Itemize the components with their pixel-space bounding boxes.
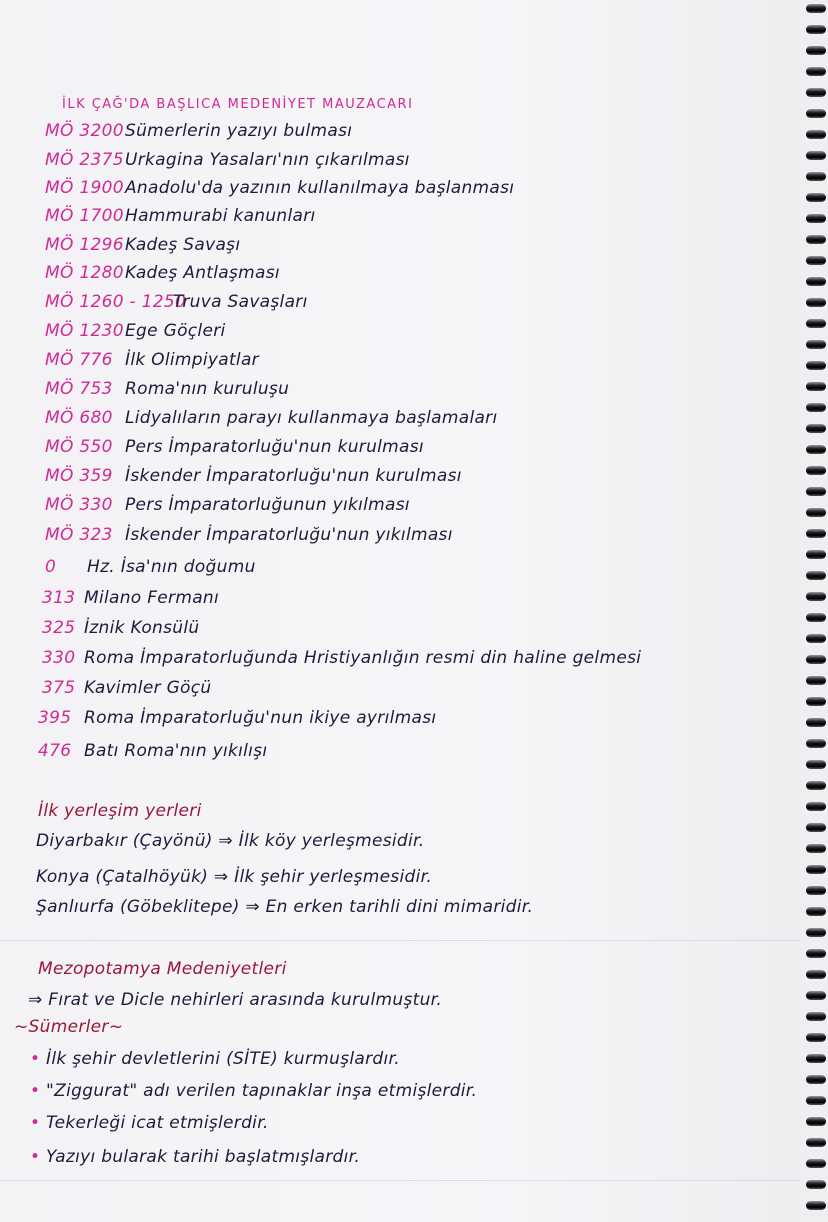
binding-ring — [806, 823, 826, 832]
binding-ring — [806, 172, 826, 181]
timeline-year: MÖ 330 — [45, 495, 113, 515]
binding-ring — [806, 697, 826, 706]
timeline-event: Pers İmparatorluğunun yıkılması — [125, 495, 410, 515]
timeline-row — [45, 556, 256, 578]
sumerians-heading: ~Sümerler~ — [14, 1017, 124, 1037]
timeline-year: MÖ 1260 - 1250 — [45, 292, 187, 312]
binding-ring — [806, 25, 826, 34]
timeline-year: MÖ 776 — [45, 350, 113, 370]
timeline-event: Urkagina Yasaları'nın çıkarılması — [125, 150, 410, 170]
timeline-event: Hz. İsa'nın doğumu — [87, 557, 256, 577]
timeline-row — [45, 494, 410, 516]
timeline-year: MÖ 1700 — [45, 206, 124, 226]
timeline-row — [42, 587, 219, 609]
binding-ring — [806, 235, 826, 244]
timeline-row — [45, 262, 280, 284]
timeline-event: Kavimler Göçü — [84, 678, 212, 698]
timeline-event: Pers İmparatorluğu'nun kurulması — [125, 437, 424, 457]
binding-ring — [806, 214, 826, 223]
ruled-line — [0, 1180, 800, 1181]
timeline-event: İznik Konsülü — [84, 618, 200, 638]
settlement-item: Şanlıurfa (Göbeklitepe) ⇒ En erken tarihli dini mimaridir. — [36, 897, 534, 917]
timeline-event: Kadeş Antlaşması — [125, 263, 280, 283]
timeline-year: MÖ 1900 — [45, 178, 124, 198]
timeline-row — [45, 234, 240, 256]
timeline-row — [45, 524, 453, 546]
binding-ring — [806, 676, 826, 685]
timeline-event: Sümerlerin yazıyı bulması — [125, 121, 353, 141]
binding-ring — [806, 256, 826, 265]
timeline-event: İskender İmparatorluğu'nun kurulması — [125, 466, 462, 486]
timeline-event: Roma'nın kuruluşu — [125, 379, 290, 399]
binding-ring — [806, 1012, 826, 1021]
binding-ring — [806, 277, 826, 286]
timeline-event: Ege Göçleri — [125, 321, 226, 341]
binding-ring — [806, 550, 826, 559]
binding-ring — [806, 340, 826, 349]
binding-ring — [806, 739, 826, 748]
timeline-year: MÖ 550 — [45, 437, 113, 457]
binding-ring — [806, 1138, 826, 1147]
binding-ring — [806, 613, 826, 622]
binding-ring — [806, 1117, 826, 1126]
timeline-row — [38, 707, 436, 729]
timeline-year: MÖ 3200 — [45, 121, 124, 141]
binding-ring — [806, 46, 826, 55]
binding-ring — [806, 1075, 826, 1084]
binding-ring — [806, 403, 826, 412]
binding-ring — [806, 571, 826, 580]
settlement-item: Diyarbakır (Çayönü) ⇒ İlk köy yerleşmesidir. — [36, 831, 425, 851]
binding-ring — [806, 1159, 826, 1168]
timeline-row — [42, 677, 211, 699]
sumerian-fact: • "Ziggurat" adı verilen tapınaklar inşa etmişlerdir. — [30, 1081, 478, 1101]
timeline-year: MÖ 753 — [45, 379, 113, 399]
timeline-event: Anadolu'da yazının kullanılmaya başlanması — [125, 178, 515, 198]
binding-ring — [806, 634, 826, 643]
binding-ring — [806, 466, 826, 475]
timeline-row — [45, 149, 410, 171]
binding-ring — [806, 487, 826, 496]
binding-ring — [806, 1033, 826, 1042]
binding-ring — [806, 424, 826, 433]
timeline-year: MÖ 359 — [45, 466, 113, 486]
timeline-year: 325 — [42, 618, 76, 638]
timeline-event: Batı Roma'nın yıkılışı — [84, 741, 268, 761]
binding-ring — [806, 1054, 826, 1063]
timeline-row — [45, 465, 462, 487]
timeline-year: 375 — [42, 678, 76, 698]
timeline-year: MÖ 323 — [45, 525, 113, 545]
timeline-year: 313 — [42, 588, 76, 608]
timeline-year: MÖ 1280 — [45, 263, 124, 283]
mesopotamia-heading: Mezopotamya Medeniyetleri — [38, 959, 287, 979]
timeline-row — [45, 436, 424, 458]
timeline-row — [45, 177, 514, 199]
bullet-icon: • — [30, 1147, 41, 1167]
binding-ring — [806, 781, 826, 790]
timeline-row — [45, 120, 352, 142]
binding-ring — [806, 382, 826, 391]
timeline-year: MÖ 2375 — [45, 150, 124, 170]
binding-ring — [806, 508, 826, 517]
binding-ring — [806, 844, 826, 853]
binding-ring — [806, 970, 826, 979]
binding-ring — [806, 907, 826, 916]
timeline-year: 476 — [38, 741, 72, 761]
settlement-item: Konya (Çatalhöyük) ⇒ İlk şehir yerleşmesidir. — [36, 867, 433, 887]
timeline-row — [45, 205, 316, 227]
timeline-event: İskender İmparatorluğu'nun yıkılması — [125, 525, 453, 545]
binding-ring — [806, 949, 826, 958]
binding-ring — [806, 1201, 826, 1210]
binding-ring — [806, 130, 826, 139]
sumerian-fact: • İlk şehir devletlerini (SİTE) kurmuşlardır. — [30, 1049, 400, 1069]
bullet-icon: • — [30, 1113, 41, 1133]
bullet-icon: • — [30, 1049, 41, 1069]
timeline-year: MÖ 680 — [45, 408, 113, 428]
page-title: İLK ÇAĞ'DA BAŞLICA MEDENİYET MAUZACARI — [62, 97, 414, 112]
timeline-year: 330 — [42, 648, 76, 668]
binding-ring — [806, 886, 826, 895]
binding-ring — [806, 319, 826, 328]
binding-ring — [806, 88, 826, 97]
binding-ring — [806, 1096, 826, 1105]
binding-ring — [806, 865, 826, 874]
binding-ring — [806, 67, 826, 76]
binding-ring — [806, 529, 826, 538]
binding-ring — [806, 760, 826, 769]
binding-ring — [806, 151, 826, 160]
binding-ring — [806, 928, 826, 937]
timeline-row — [45, 349, 259, 371]
binding-ring — [806, 193, 826, 202]
binding-ring — [806, 298, 826, 307]
binding-ring — [806, 109, 826, 118]
binding-ring — [806, 991, 826, 1000]
timeline-event: Roma İmparatorluğunda Hristiyanlığın resmi din haline gelmesi — [84, 648, 642, 668]
binding-ring — [806, 718, 826, 727]
timeline-row — [45, 378, 289, 400]
binding-ring — [806, 802, 826, 811]
bullet-icon: • — [30, 1081, 41, 1101]
binding-ring — [806, 592, 826, 601]
timeline-year: 0 — [45, 557, 57, 577]
mesopotamia-intro: ⇒ Fırat ve Dicle nehirleri arasında kurulmuştur. — [28, 990, 443, 1010]
timeline-year: MÖ 1230 — [45, 321, 124, 341]
timeline-event: İlk Olimpiyatlar — [125, 350, 259, 370]
binding-ring — [806, 361, 826, 370]
timeline-row — [42, 617, 199, 639]
timeline-year: 395 — [38, 708, 72, 728]
timeline-year: MÖ 1296 — [45, 235, 124, 255]
timeline-row — [45, 320, 226, 342]
timeline-event: Lidyalıların parayı kullanmaya başlamaları — [125, 408, 498, 428]
sumerian-fact: • Tekerleği icat etmişlerdir. — [30, 1113, 269, 1133]
timeline-event: Milano Fermanı — [84, 588, 220, 608]
binding-ring — [806, 4, 826, 13]
timeline-row — [38, 740, 267, 762]
timeline-event: Kadeş Savaşı — [125, 235, 241, 255]
timeline-event: Hammurabi kanunları — [125, 206, 316, 226]
timeline-event: Roma İmparatorluğu'nun ikiye ayrılması — [84, 708, 437, 728]
spiral-binding — [800, 0, 828, 1222]
binding-ring — [806, 445, 826, 454]
timeline-row — [45, 291, 308, 313]
ruled-line — [0, 940, 800, 941]
timeline-row — [45, 407, 498, 429]
timeline-row — [42, 647, 641, 669]
sumerian-fact: • Yazıyı bularak tarihi başlatmışlardır. — [30, 1147, 361, 1167]
binding-ring — [806, 655, 826, 664]
settlements-heading: İlk yerleşim yerleri — [38, 801, 202, 821]
timeline-event: Truva Savaşları — [173, 292, 308, 312]
binding-ring — [806, 1180, 826, 1189]
